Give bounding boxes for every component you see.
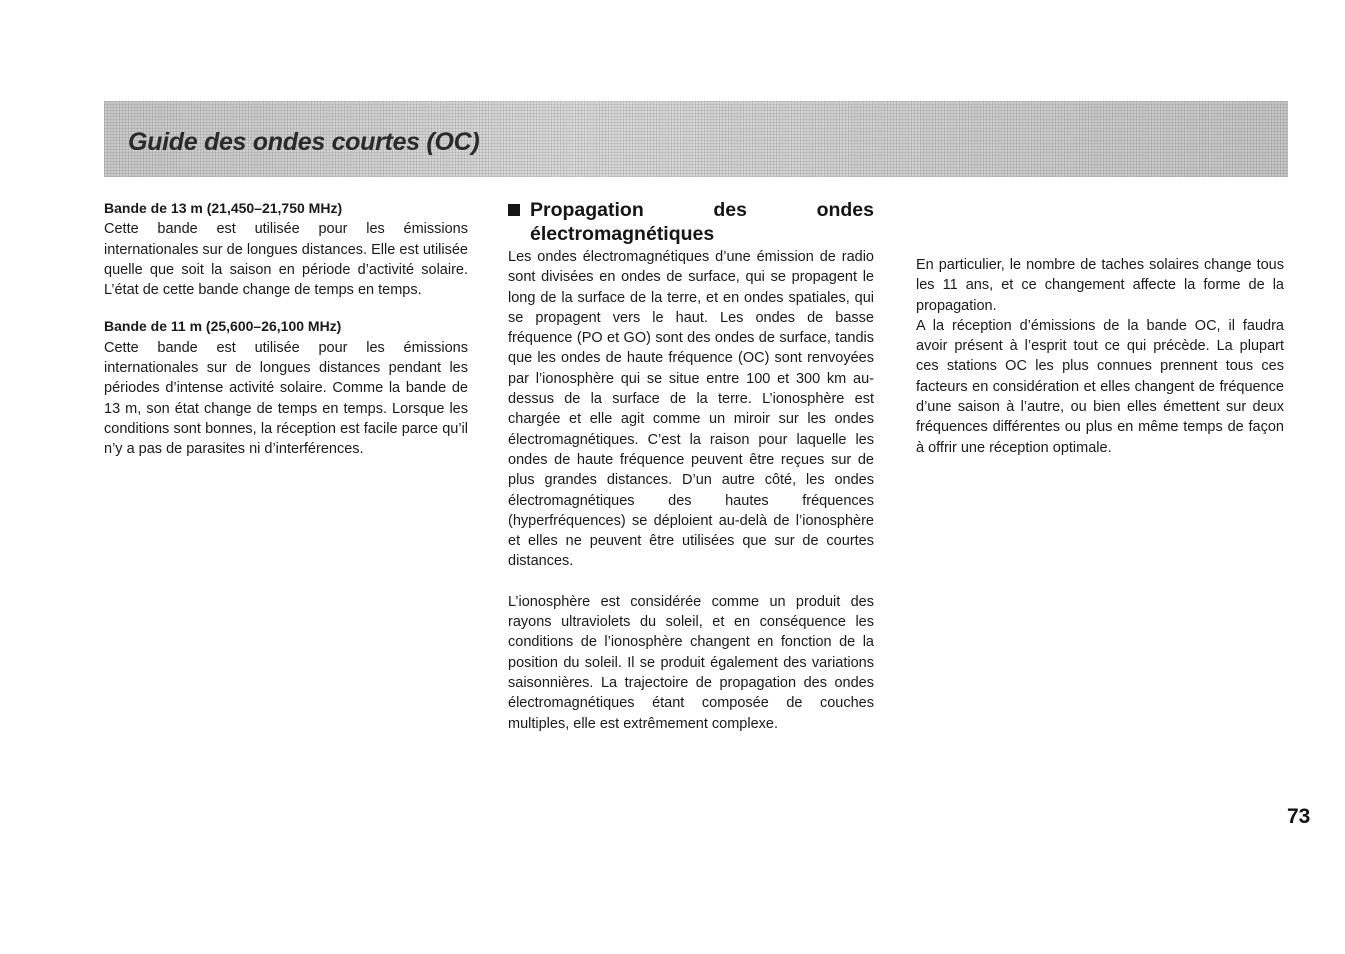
header-banner [104,101,1288,177]
page-title: Guide des ondes courtes (OC) [128,128,480,156]
band-13m-text: Cette bande est utilisée pour les émissions internationales sur de longues distances. Elle est utilisée quelle que soit la saison en période d’activité solaire. L’état de cette bande change de temps en temps. [104,221,468,299]
propagation-paragraph-2: L’ionosphère est considérée comme un produit des rayons ultraviolets du soleil, et en conséquence les conditions de l’ionosphère changent en fonction de la position du soleil. Il se produit également des variations saisonnières. La trajectoire de propagation des ondes électromagnétiques étant composée de couches multiples, elle est extrêmement complexe. [508,593,874,732]
page-number: 73 [1287,805,1311,828]
band-11m-text: Cette bande est utilisée pour les émissions internationales sur de longues distances pendant les périodes d’intense activité solaire. Comme la bande de 13 m, son état change de temps en temps. Lorsque les conditions sont bonnes, la réception est facile parce qu’il n’y a pas de parasites ni d’interférences. [104,339,468,458]
bullet-square-icon [508,204,520,216]
right-column [916,255,1284,458]
reception-paragraph: A la réception d’émissions de la bande OC, il faudra avoir présent à l’esprit tout ce qui précède. La plupart ces stations OC les plus connues prennent tous ces facteurs en considération et elles changent de fréquence d’une saison à l’autre, ou bien elles émettent sur deux fréquences différentes ou plus en même temps de façon à offrir une réception optimale. [916,317,1284,456]
left-column [104,198,468,460]
middle-column [508,198,874,734]
band-11m-heading: Bande de 11 m (25,600–26,100 MHz) [104,318,342,335]
propagation-paragraph-1: Les ondes électromagnétiques d’une émission de radio sont divisées en ondes de surface, qui se propagent le long de la surface de la terre, et en ondes spatiales, qui se propagent vers le haut. Les ondes de basse fréquence (PO et GO) sont des ondes de surface, tandis que les ondes de haute fréquence (OC) sont renvoyées par l’ionosphère qui se situe entre 100 et 300 km au-dessus de la surface de la terre. L’ionosphère est chargée et elle agit comme un miroir sur les ondes électromagnétiques. C’est la raison pour laquelle les ondes de haute fréquence peuvent être reçues sur de plus grandes distances. D’un autre côté, les ondes électromagnétiques des hautes fréquences (hyperfréquences) se déploient au-delà de l’ionosphère et elles ne peuvent être utilisées que sur de courtes distances. [508,249,874,570]
propagation-heading-text: Propagation des ondes électromagnétiques [530,199,874,245]
sunspot-paragraph: En particulier, le nombre de taches solaires change tous les 11 ans, et ce changement affecte la forme de la propagation. [916,257,1284,314]
band-13m-heading: Bande de 13 m (21,450–21,750 MHz) [104,200,343,216]
propagation-heading [508,198,874,246]
